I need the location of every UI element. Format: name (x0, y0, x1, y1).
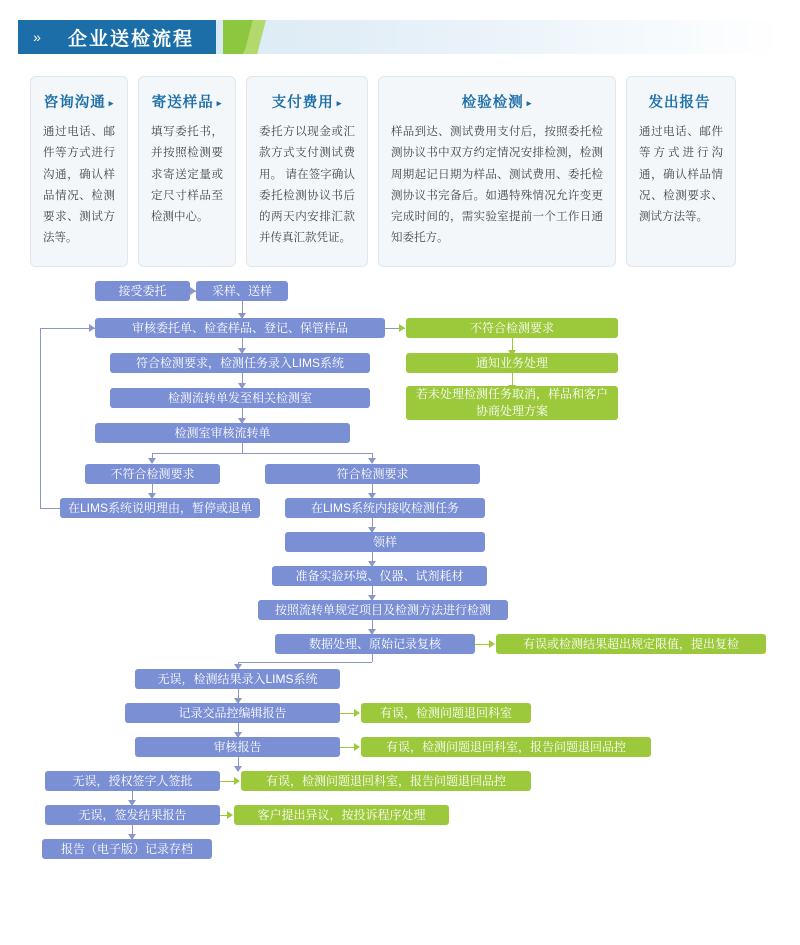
flow-node-error-return-dept-2: 有误，检测问题退回科室，报告问题退回品控 (361, 737, 651, 757)
flow-node-retest-request: 有误或检测结果超出规定限值，提出复检 (496, 634, 766, 654)
flow-node-notify-business: 通知业务处理 (406, 353, 618, 373)
card-title (43, 91, 115, 112)
card-body: 通过电话、邮件等方式进行沟通，确认样品情况、检测要求、测试方法等。 (43, 126, 115, 245)
card-title (151, 91, 223, 112)
connector-loop-h-top (40, 328, 95, 329)
arrow-right-icon (354, 743, 360, 751)
flow-node-error-return-dept-3: 有误，检测问题退回科室，报告问题退回品控 (241, 771, 531, 791)
triangle-right-icon: ▸ (108, 97, 115, 108)
process-card-inspection (378, 76, 616, 267)
flow-node-meets-requirement-2: 符合检测要求 (265, 464, 480, 484)
flow-node-archive-report: 报告（电子版）记录存档 (42, 839, 212, 859)
arrow-right-icon (489, 640, 495, 648)
flow-node-not-meet-requirement-1: 不符合检测要求 (406, 318, 618, 338)
connector-split-h (152, 453, 372, 454)
card-body: 委托方以现金或汇款方式支付测试费用。 请在签字确认委托检测协议书后的两天内安排汇款并传真汇款凭证。 (259, 126, 355, 245)
flow-node-collect-sample: 领样 (285, 532, 485, 552)
process-card-list (30, 76, 770, 267)
card-title-text: 寄送样品 (151, 95, 214, 111)
connector-v (242, 443, 243, 453)
card-title-text: 检验检测 (461, 95, 524, 111)
connector-loop-h-bottom (40, 508, 60, 509)
process-card-consult (30, 76, 128, 267)
connector-h (238, 662, 372, 663)
connector-v (372, 654, 373, 662)
flow-node-review-commission: 审核委托单、检查样品、登记、保管样品 (95, 318, 385, 338)
process-card-payment (246, 76, 368, 267)
card-title (391, 91, 603, 112)
flow-node-results-to-lims: 无误，检测结果录入LIMS系统 (135, 669, 340, 689)
flow-node-not-meet-requirement-2: 不符合检测要求 (85, 464, 220, 484)
arrow-right-icon (234, 777, 240, 785)
flow-node-cancel-task: 若未处理检测任务取消，样品和客户协商处理方案 (406, 386, 618, 420)
process-card-report (626, 76, 736, 267)
card-title-text: 咨询沟通 (43, 95, 106, 111)
flow-node-error-return-dept-1: 有误，检测问题退回科室 (361, 703, 531, 723)
flow-node-authorized-signature: 无误，授权签字人签批 (45, 771, 220, 791)
flow-node-receive-task-lims: 在LIMS系统内接收检测任务 (285, 498, 485, 518)
arrow-down-icon (368, 458, 376, 464)
page-title: 企业送检流程 (54, 20, 216, 54)
card-body: 通过电话、邮件等方式进行沟通，确认样品情况、检测要求、测试方法等。 (639, 126, 723, 224)
flow-node-meets-requirement-lims: 符合检测要求，检测任务录入LIMS系统 (110, 353, 370, 373)
flow-node-explain-in-lims: 在LIMS系统说明理由，暂停或退单 (60, 498, 260, 518)
page-header (18, 12, 782, 64)
triangle-right-icon: ▸ (336, 97, 343, 108)
flow-node-prepare-environment: 准备实验环境、仪器、试剂耗材 (272, 566, 487, 586)
arrow-down-icon (148, 458, 156, 464)
triangle-right-icon: ▸ (216, 97, 223, 108)
flow-node-data-processing: 数据处理、原始记录复核 (275, 634, 475, 654)
card-body: 填写委托书，并按照检测要求寄送定量或定尺寸样品至检测中心。 (151, 126, 223, 224)
triangle-right-icon: ▸ (526, 97, 533, 108)
flow-node-dispatch-flow-sheet: 检测流转单发至相关检测室 (110, 388, 370, 408)
flow-node-lab-review-sheet: 检测室审核流转单 (95, 423, 350, 443)
arrow-right-icon (89, 324, 95, 332)
arrow-right-icon (399, 324, 405, 332)
double-chevron-right-icon: » (18, 20, 54, 54)
card-body: 样品到达、测试费用支付后，按照委托检测协议书中双方约定情况安排检测，检测周期起记日期为样品、测试费用、委托检测协议书完备后。如遇特殊情况允许变更完成时间的，需实验室提前一个工作日通知委托方。 (391, 126, 603, 245)
card-title (259, 91, 355, 112)
process-card-send-sample (138, 76, 236, 267)
arrow-down-icon (234, 766, 242, 772)
flow-node-sampling-delivery: 采样、送样 (196, 281, 288, 301)
flow-node-accept-commission: 接受委托 (95, 281, 190, 301)
card-title (639, 91, 723, 112)
flow-node-customer-objection: 客户提出异议，按投诉程序处理 (234, 805, 449, 825)
connector-loop-v (40, 328, 41, 508)
arrow-right-icon (354, 709, 360, 717)
workflow-diagram (0, 281, 800, 921)
arrow-right-icon (227, 811, 233, 819)
flow-node-perform-testing: 按照流转单规定项目及检测方法进行检测 (258, 600, 508, 620)
card-title-text: 发出报告 (648, 95, 711, 111)
flow-node-issue-report: 无误，签发结果报告 (45, 805, 220, 825)
flow-node-review-report: 审核报告 (135, 737, 340, 757)
flow-node-quality-control-edit: 记录交品控编辑报告 (125, 703, 340, 723)
card-title-text: 支付费用 (271, 95, 334, 111)
